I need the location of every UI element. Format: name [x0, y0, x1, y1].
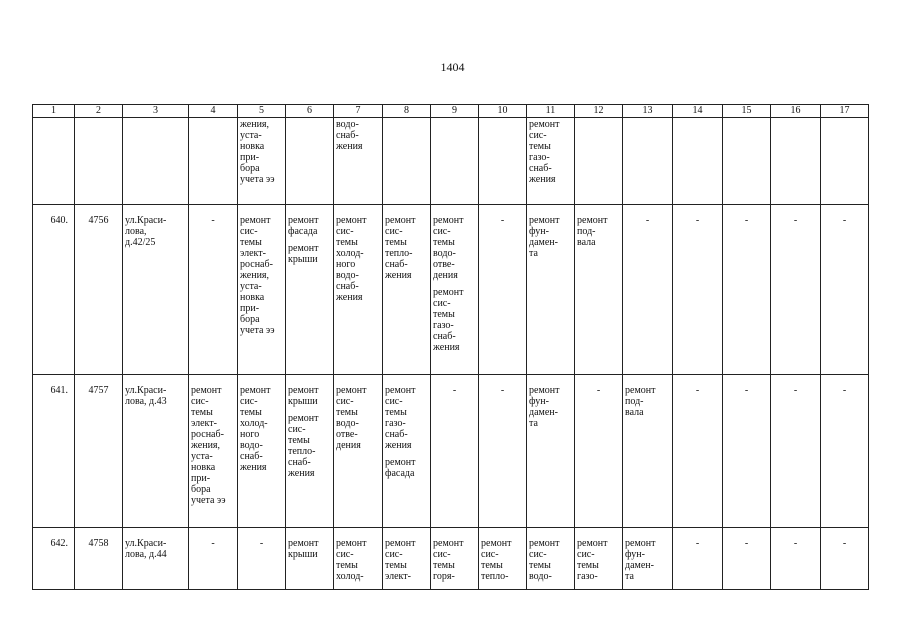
table-cell	[431, 118, 479, 205]
cell-text: 4757	[88, 385, 109, 396]
column-number: 15	[723, 105, 771, 118]
table-cell	[821, 528, 869, 590]
column-number: 5	[238, 105, 286, 118]
table-cell	[821, 118, 869, 205]
table-cell	[575, 205, 623, 375]
column-number: 7	[334, 105, 383, 118]
cell-text: жения, уста- новка при- бора учета ээ	[240, 119, 275, 185]
column-number: 12	[575, 105, 623, 118]
cell-text: -	[500, 215, 505, 226]
cell-text: ремонт сис- темы тепло- снаб- жения	[288, 413, 319, 479]
column-number: 16	[771, 105, 821, 118]
cell-text: ремонт фун- дамен- та	[625, 538, 656, 582]
table-cell	[527, 375, 575, 528]
table-cell	[238, 528, 286, 590]
cell-text: -	[695, 538, 700, 549]
cell-text: -	[695, 215, 700, 226]
table-cell	[575, 528, 623, 590]
table-cell	[723, 205, 771, 375]
cell-text: ремонт фасада	[385, 457, 416, 479]
cell-text: ремонт сис- темы элект- роснаб- жения, уста- новка при- бора учета ээ	[240, 215, 275, 336]
column-number: 13	[623, 105, 673, 118]
table-cell	[383, 375, 431, 528]
cell-text: -	[842, 538, 847, 549]
cell-text: ремонт сис- темы элект-	[385, 538, 416, 582]
cell-text: ул.Краси- лова, д.42/25	[125, 215, 167, 248]
cell-text: ремонт сис- темы холод- ного водо- снаб- жения	[240, 385, 271, 473]
table-cell	[238, 375, 286, 528]
table-cell	[527, 118, 575, 205]
table-cell	[431, 375, 479, 528]
table-cell	[286, 118, 334, 205]
cell-text: ремонт сис- темы тепло- снаб- жения	[385, 215, 416, 281]
table-cell	[575, 375, 623, 528]
cell-text: -	[744, 215, 749, 226]
table-cell	[771, 375, 821, 528]
table-cell	[771, 118, 821, 205]
cell-text: -	[744, 538, 749, 549]
column-number: 6	[286, 105, 334, 118]
page-number: 1404	[440, 60, 465, 74]
cell-text: ремонт сис- темы газо-	[577, 538, 608, 582]
table-cell	[123, 375, 189, 528]
table-cell	[821, 375, 869, 528]
table-cell	[286, 528, 334, 590]
table-cell	[623, 375, 673, 528]
cell-text: ремонт сис- темы газо- снаб- жения	[529, 119, 560, 185]
table-cell	[623, 528, 673, 590]
table-cell	[33, 375, 75, 528]
cell-text: ремонт сис- темы водо-	[529, 538, 560, 582]
cell-text: ремонт сис- темы горя-	[433, 538, 464, 582]
cell-text: ул.Краси- лова, д.44	[125, 538, 167, 560]
table-cell	[771, 205, 821, 375]
table-cell	[189, 375, 238, 528]
cell-text: ремонт фун- дамен- та	[529, 385, 560, 429]
cell-text: ремонт под- вала	[625, 385, 656, 418]
cell-text: ремонт сис- темы водо- отве- дения	[336, 385, 367, 451]
table-cell	[723, 118, 771, 205]
table-cell	[189, 528, 238, 590]
table-row	[33, 528, 869, 590]
table-cell	[383, 205, 431, 375]
table-cell	[575, 118, 623, 205]
column-number: 2	[75, 105, 123, 118]
table-cell	[238, 205, 286, 375]
cell-text: ремонт крыши	[288, 243, 319, 265]
cell-text: ремонт сис- темы холод- ного водо- снаб- жения	[336, 215, 367, 303]
table-row	[33, 118, 869, 205]
table-cell	[33, 118, 75, 205]
cell-text: 4758	[88, 538, 109, 549]
table-cell	[527, 205, 575, 375]
table-cell	[75, 118, 123, 205]
table-cell	[123, 118, 189, 205]
table-cell	[33, 205, 75, 375]
cell-text: -	[211, 538, 215, 549]
cell-text: ремонт фун- дамен- та	[529, 215, 560, 259]
cell-text: -	[695, 385, 700, 396]
table-cell	[238, 118, 286, 205]
table-cell	[334, 528, 383, 590]
cell-text: ремонт под- вала	[577, 215, 608, 248]
cell-text: ул.Краси- лова, д.43	[125, 385, 167, 407]
table-cell	[431, 528, 479, 590]
cell-text: -	[645, 215, 650, 226]
table-cell	[479, 375, 527, 528]
cell-text: водо- снаб- жения	[336, 119, 363, 152]
table-cell	[479, 528, 527, 590]
table-cell	[123, 205, 189, 375]
column-number: 1	[33, 105, 75, 118]
column-number: 3	[123, 105, 189, 118]
table-cell	[479, 118, 527, 205]
table-cell	[75, 205, 123, 375]
cell-text: -	[793, 215, 798, 226]
table-cell	[334, 375, 383, 528]
column-number: 17	[821, 105, 869, 118]
column-number: 10	[479, 105, 527, 118]
cell-text: -	[842, 215, 847, 226]
table-row	[33, 205, 869, 375]
table-cell	[673, 205, 723, 375]
table-cell	[286, 205, 334, 375]
cell-text: ремонт сис- темы газо- снаб- жения	[433, 287, 464, 353]
table-body	[33, 105, 869, 590]
cell-text: -	[596, 385, 601, 396]
cell-text: -	[842, 385, 847, 396]
table-cell	[123, 528, 189, 590]
table-cell	[673, 375, 723, 528]
cell-text: 641.	[50, 385, 68, 396]
table-cell	[723, 528, 771, 590]
table-cell	[673, 118, 723, 205]
table-cell	[33, 528, 75, 590]
table-cell	[286, 375, 334, 528]
column-number: 14	[673, 105, 723, 118]
cell-text: -	[500, 385, 505, 396]
cell-text: ремонт сис- темы водо- отве- дения	[433, 215, 464, 281]
column-number: 8	[383, 105, 431, 118]
cell-text: ремонт сис- темы элект- роснаб- жения, уста- новка при- бора учета ээ	[191, 385, 226, 506]
cell-text: 640.	[50, 215, 68, 226]
table-cell	[189, 118, 238, 205]
cell-text: -	[744, 385, 749, 396]
table-cell	[821, 205, 869, 375]
cell-text: 4756	[88, 215, 109, 226]
table-cell	[479, 205, 527, 375]
repair-schedule-table	[32, 104, 869, 590]
table-cell	[334, 118, 383, 205]
column-number: 9	[431, 105, 479, 118]
table-cell	[527, 528, 575, 590]
cell-text: ремонт сис- темы холод-	[336, 538, 367, 582]
cell-text: 642.	[50, 538, 68, 549]
cell-text: ремонт фасада	[288, 215, 319, 237]
cell-text: -	[211, 215, 215, 226]
table-row	[33, 375, 869, 528]
table-cell	[673, 528, 723, 590]
cell-text: -	[793, 385, 798, 396]
table-cell	[75, 528, 123, 590]
cell-text: -	[452, 385, 457, 396]
table-cell	[723, 375, 771, 528]
cell-text: ремонт крыши	[288, 385, 319, 407]
cell-text: -	[793, 538, 798, 549]
column-number: 11	[527, 105, 575, 118]
table-cell	[75, 375, 123, 528]
cell-text: ремонт сис- темы тепло-	[481, 538, 512, 582]
table-cell	[623, 205, 673, 375]
table-cell	[383, 528, 431, 590]
table-cell	[189, 205, 238, 375]
cell-text: ремонт крыши	[288, 538, 319, 560]
cell-text: -	[259, 538, 264, 549]
table-cell	[334, 205, 383, 375]
table-cell	[431, 205, 479, 375]
column-number-header	[33, 105, 869, 118]
table-cell	[771, 528, 821, 590]
table-cell	[383, 118, 431, 205]
table-cell	[623, 118, 673, 205]
column-number: 4	[189, 105, 238, 118]
cell-text: ремонт сис- темы газо- снаб- жения	[385, 385, 416, 451]
